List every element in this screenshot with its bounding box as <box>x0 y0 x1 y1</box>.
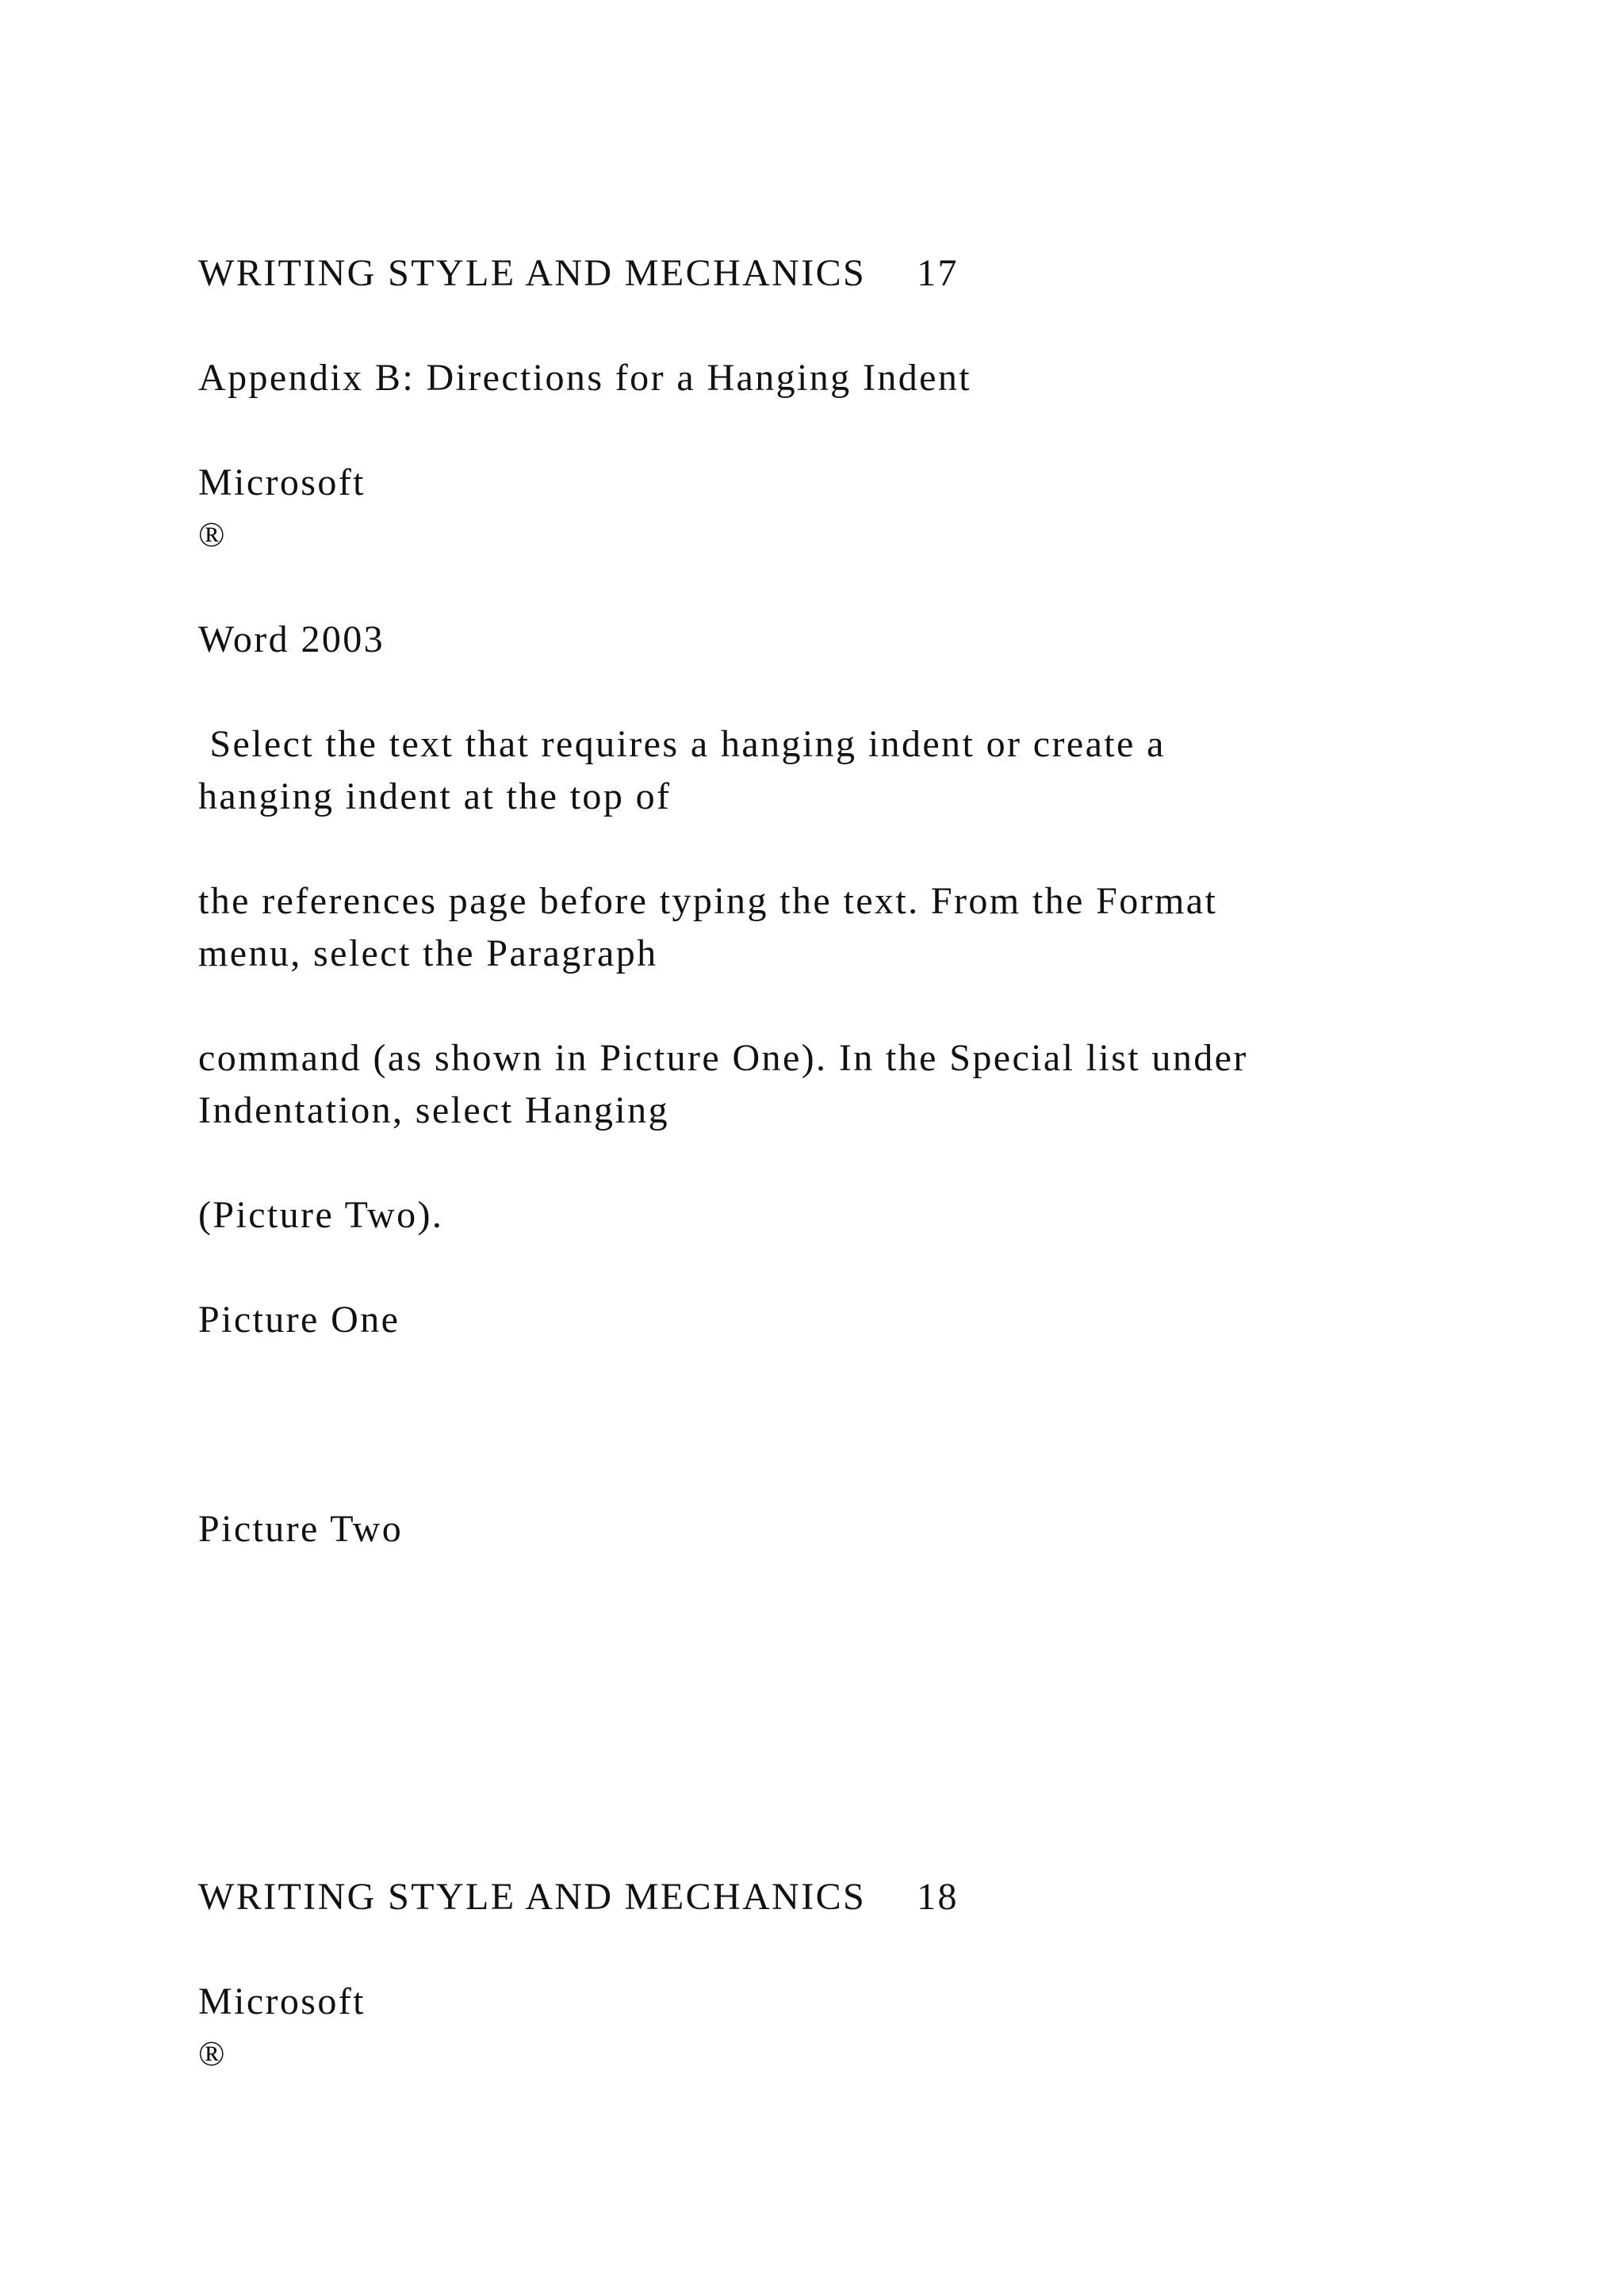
paragraph-line: (Picture Two). <box>198 1194 444 1236</box>
picture-one-label: Picture One <box>198 1299 400 1341</box>
page-number: 17 <box>917 252 959 294</box>
paragraph-line: Select the text that requires a hanging indent or create a <box>198 723 1166 765</box>
brand-name: Microsoft <box>198 461 366 503</box>
registered-mark: ® <box>198 2034 225 2073</box>
paragraph-line: hanging indent at the top of <box>198 775 672 817</box>
paragraph-line: menu, select the Paragraph <box>198 932 658 974</box>
running-head-text: WRITING STYLE AND MECHANICS <box>198 252 867 294</box>
paragraph-line: the references page before typing the text. From the Format <box>198 880 1218 922</box>
page-number: 18 <box>917 1876 959 1918</box>
running-head-text: WRITING STYLE AND MECHANICS <box>198 1876 867 1918</box>
brand-name: Microsoft <box>198 1980 366 2022</box>
picture-two-label: Picture Two <box>198 1508 404 1550</box>
running-head-page-18 <box>198 1871 959 1923</box>
paragraph-line: Indentation, select Hanging <box>198 1089 669 1131</box>
running-head-page-17 <box>198 247 959 300</box>
appendix-heading: Appendix B: Directions for a Hanging Indent <box>198 357 972 399</box>
paragraph-line: command (as shown in Picture One). In the Special list under <box>198 1037 1248 1079</box>
registered-mark: ® <box>198 515 225 554</box>
product-name: Word 2003 <box>198 618 385 660</box>
